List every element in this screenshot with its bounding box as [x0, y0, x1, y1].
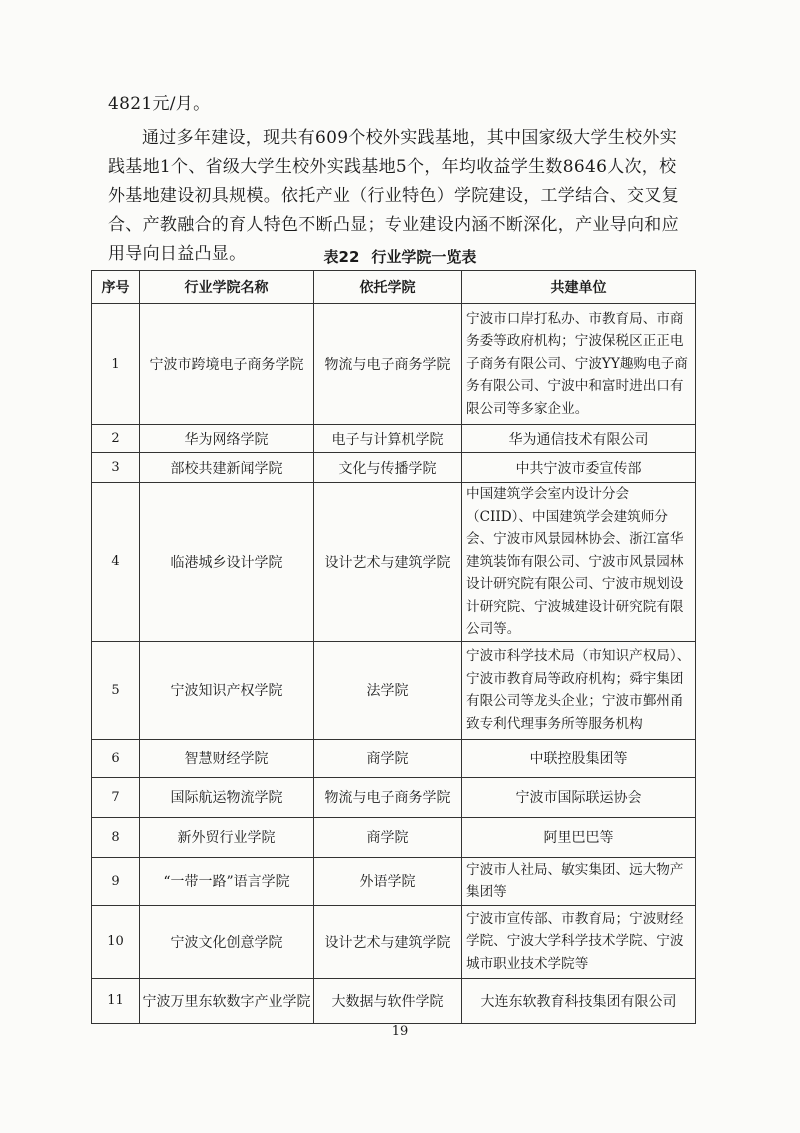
row-partners: 中国建筑学会室内设计分会（CIID）、中国建筑学会建筑师分会、宁波市风景园林协会、浙江富华建筑装饰有限公司、宁波市风景园林设计研究院有限公司、宁波市规划设计研究院、宁波城建设计研究院有限公司等。 — [462, 483, 696, 642]
table-row — [92, 425, 696, 453]
row-host-school: 外语学院 — [314, 857, 462, 905]
page-number: 19 — [391, 1024, 409, 1039]
table-title: 行业学院一览表 — [371, 248, 477, 266]
row-partners: 阿里巴巴等 — [462, 817, 696, 857]
row-no: 11 — [92, 978, 140, 1023]
row-host-school: 电子与计算机学院 — [314, 425, 462, 453]
row-no: 9 — [92, 857, 140, 905]
row-partners: 中联控股集团等 — [462, 739, 696, 777]
row-host-school: 物流与电子商务学院 — [314, 777, 462, 817]
industry-college-table — [91, 270, 696, 1024]
table-row — [92, 739, 696, 777]
header-host-school: 依托学院 — [314, 271, 462, 304]
header-partners: 共建单位 — [462, 271, 696, 304]
row-no: 8 — [92, 817, 140, 857]
row-host-school: 设计艺术与建筑学院 — [314, 905, 462, 978]
row-college-name: 宁波文化创意学院 — [140, 905, 314, 978]
row-no: 5 — [92, 641, 140, 739]
row-no: 2 — [92, 425, 140, 453]
row-host-school: 物流与电子商务学院 — [314, 304, 462, 425]
table-row — [92, 905, 696, 978]
row-college-name: 宁波万里东软数字产业学院 — [140, 978, 314, 1023]
row-partners: 宁波市人社局、敏实集团、远大物产集团等 — [462, 857, 696, 905]
row-college-name: 智慧财经学院 — [140, 739, 314, 777]
row-host-school: 文化与传播学院 — [314, 453, 462, 483]
row-partners: 宁波市科学技术局（市知识产权局）、宁波市教育局等政府机构；舜宇集团有限公司等龙头企业；宁波市鄞州甬致专利代理事务所等服务机构 — [462, 641, 696, 739]
table-header-row — [92, 271, 696, 304]
row-no: 10 — [92, 905, 140, 978]
row-partners: 宁波市口岸打私办、市教育局、市商务委等政府机构；宁波保税区正正电子商务有限公司、宁波YY趣购电子商务有限公司、宁波中和富时进出口有限公司等多家企业。 — [462, 304, 696, 425]
table-number: 表22 — [323, 248, 360, 266]
table-row — [92, 857, 696, 905]
row-partners: 大连东软教育科技集团有限公司 — [462, 978, 696, 1023]
row-no: 3 — [92, 453, 140, 483]
header-no: 序号 — [92, 271, 140, 304]
row-no: 4 — [92, 483, 140, 642]
row-no: 6 — [92, 739, 140, 777]
table-row — [92, 817, 696, 857]
row-college-name: 华为网络学院 — [140, 425, 314, 453]
row-partners: 中共宁波市委宣传部 — [462, 453, 696, 483]
table-caption — [0, 246, 800, 267]
body-paragraph: 通过多年建设，现共有609个校外实践基地，其中国家级大学生校外实践基地1个、省级大学生校外实践基地5个，年均收益学生数8646人次，校外基地建设初具规模。依托产业（行业特色）学院建设，工学结合、交叉复合、产教融合的育人特色不断凸显；专业建设内涵不断深化，产业导向和应用导向日益凸显。 — [108, 128, 679, 264]
row-host-school: 商学院 — [314, 817, 462, 857]
table-row — [92, 777, 696, 817]
row-college-name: 宁波知识产权学院 — [140, 641, 314, 739]
row-college-name: 新外贸行业学院 — [140, 817, 314, 857]
table-row — [92, 978, 696, 1023]
row-college-name: 宁波市跨境电子商务学院 — [140, 304, 314, 425]
header-college-name: 行业学院名称 — [140, 271, 314, 304]
row-partners: 宁波市宣传部、市教育局；宁波财经学院、宁波大学科学技术学院、宁波城市职业技术学院等 — [462, 905, 696, 978]
row-partners: 华为通信技术有限公司 — [462, 425, 696, 453]
row-host-school: 大数据与软件学院 — [314, 978, 462, 1023]
row-no: 1 — [92, 304, 140, 425]
row-host-school: 法学院 — [314, 641, 462, 739]
table-row — [92, 641, 696, 739]
row-college-name: 临港城乡设计学院 — [140, 483, 314, 642]
table-row — [92, 453, 696, 483]
table-row — [92, 483, 696, 642]
row-college-name: “一带一路”语言学院 — [140, 857, 314, 905]
table-row — [92, 304, 696, 425]
row-host-school: 设计艺术与建筑学院 — [314, 483, 462, 642]
row-partners: 宁波市国际联运协会 — [462, 777, 696, 817]
body-text-line: 4821元/月。 — [108, 94, 211, 114]
row-college-name: 国际航运物流学院 — [140, 777, 314, 817]
row-no: 7 — [92, 777, 140, 817]
row-college-name: 部校共建新闻学院 — [140, 453, 314, 483]
row-host-school: 商学院 — [314, 739, 462, 777]
